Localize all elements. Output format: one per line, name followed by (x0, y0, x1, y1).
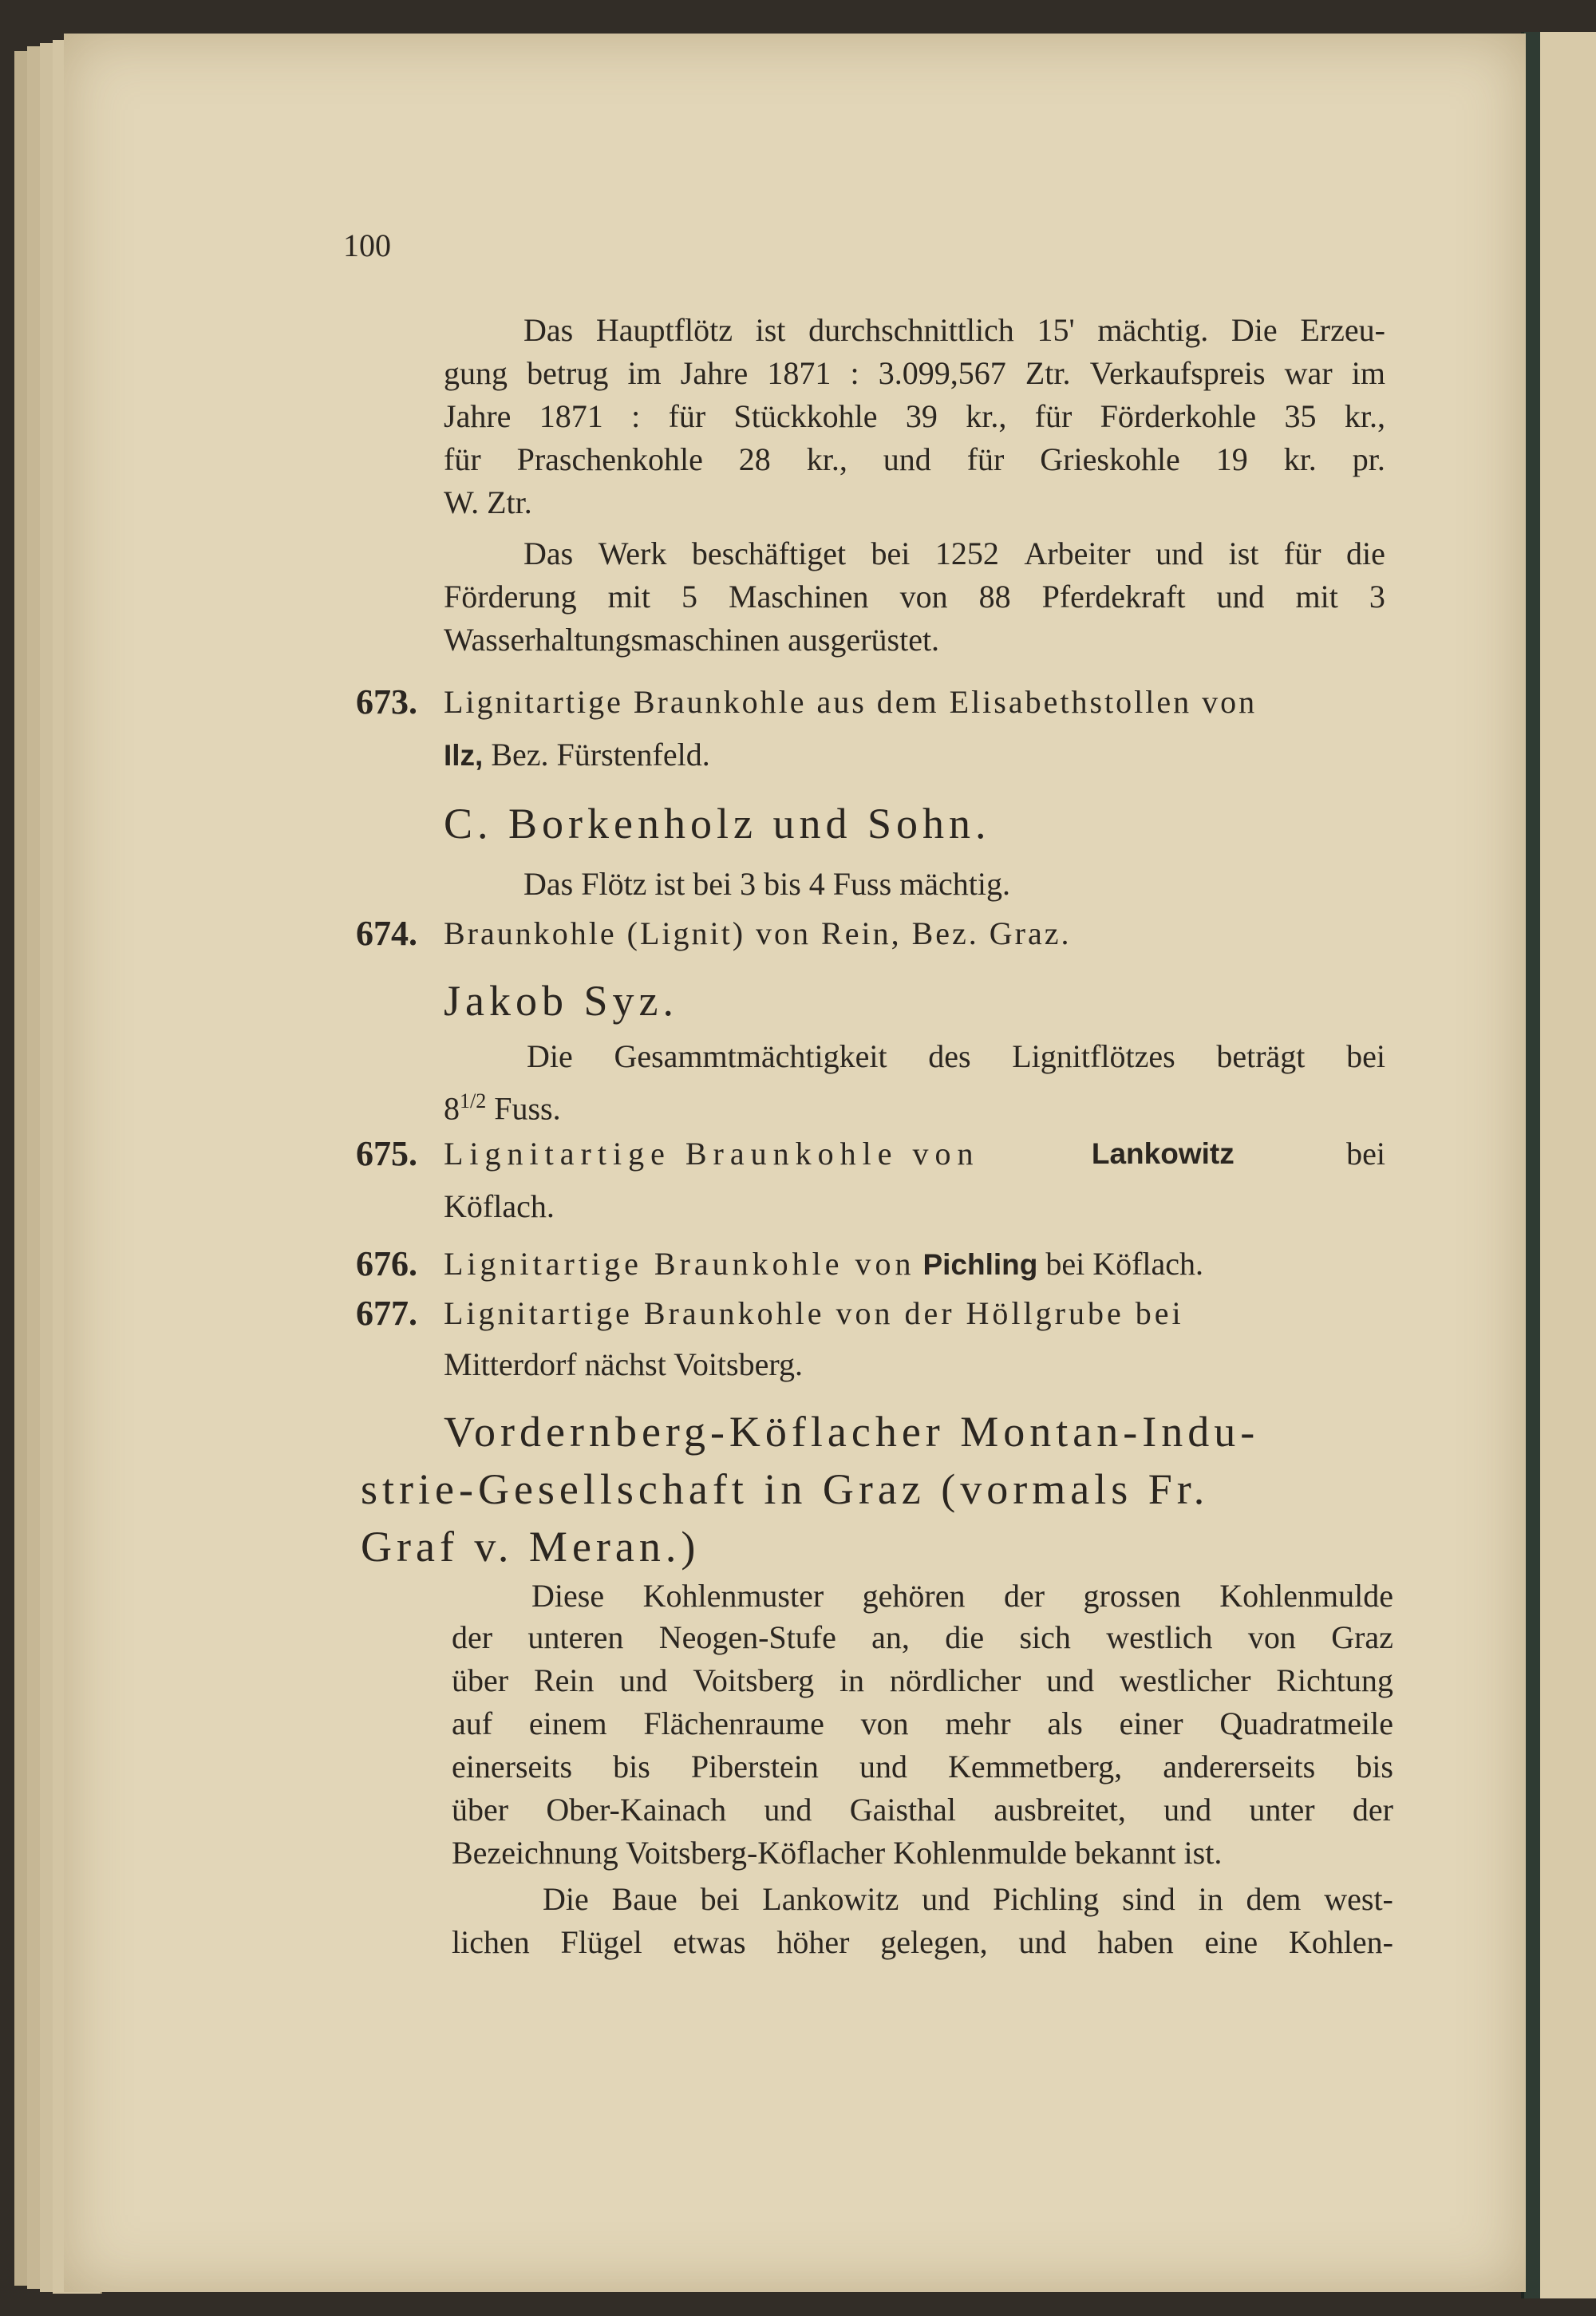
entry-line (444, 736, 710, 775)
entry-number: 676. (356, 1244, 417, 1283)
entry-text: Köflach. (444, 1188, 555, 1224)
paragraph-line: Diese Kohlenmuster gehören der grossen Kohlenmulde (531, 1578, 1393, 1614)
paragraph-line: Die Baue bei Lankowitz und Pichling sind in dem west- (543, 1881, 1393, 1917)
place-name: Lankowitz (1091, 1137, 1235, 1170)
paragraph-line: auf einem Flächenraume von mehr als einer Quadratmeile (452, 1705, 1393, 1741)
measure-fraction: 1/2 (460, 1089, 487, 1113)
paragraph-line: lichen Flügel etwas höher gelegen, und haben eine Kohlen- (452, 1924, 1393, 1960)
entry-line (444, 1135, 1385, 1173)
page-number: 100 (343, 227, 391, 263)
company-heading: C. Borkenholz und Sohn. (444, 800, 991, 848)
entry-number: 677. (356, 1294, 417, 1333)
measure-whole: 8 (444, 1090, 460, 1127)
paragraph-line: Wasserhaltungsmaschinen ausgerüstet. (444, 622, 940, 658)
entry-text: bei Köflach. (1045, 1246, 1204, 1282)
entry-text: Lignitartige Braunkohle aus dem Elisabethstollen von (444, 684, 1258, 720)
paragraph-line: über Rein und Voitsberg in nördlicher und westlicher Richtung (452, 1662, 1393, 1698)
company-heading: Graf v. Meran.) (361, 1523, 701, 1571)
company-heading: Vordernberg-Köflacher Montan-Indu- (444, 1408, 1260, 1456)
paragraph-line: gung betrug im Jahre 1871 : 3.099,567 Ztr. Verkaufspreis war im (444, 355, 1385, 391)
company-note-line2 (444, 1082, 561, 1128)
paragraph-line: Das Hauptflötz ist durchschnittlich 15' mächtig. Die Erzeu- (523, 312, 1385, 348)
place-name: Ilz, (444, 739, 484, 772)
company-note: Die Gesammtmächtigkeit des Lignitflötzes beträgt bei (527, 1038, 1385, 1074)
entry-text: bei (1346, 1136, 1385, 1172)
paragraph-line: Jahre 1871 : für Stückkohle 39 kr., für Förderkohle 35 kr., (444, 398, 1385, 434)
company-heading: strie-Gesellschaft in Graz (vormals Fr. (361, 1465, 1210, 1513)
paragraph-line: Das Werk beschäftiget bei 1252 Arbeiter und ist für die (523, 536, 1385, 571)
paragraph-line: für Praschenkohle 28 kr., und für Grieskohle 19 kr. pr. (444, 441, 1385, 477)
entry-text: Braunkohle (Lignit) von Rein, Bez. Graz. (444, 915, 1072, 951)
entry-text: Mitterdorf nächst Voitsberg. (444, 1346, 803, 1382)
entry-line (444, 1245, 1203, 1284)
entry-text: Lignitartige Braunkohle von der Höllgrube bei (444, 1295, 1184, 1331)
company-note: Das Flötz ist bei 3 bis 4 Fuss mächtig. (523, 866, 1010, 902)
place-name: Pichling (922, 1248, 1038, 1281)
paragraph-line: Förderung mit 5 Maschinen von 88 Pferdekraft und mit 3 (444, 579, 1385, 615)
entry-text: Lignitartige Braunkohle von (444, 1136, 980, 1172)
entry-number: 675. (356, 1134, 417, 1173)
entry-number: 674. (356, 914, 417, 953)
entry-text: Lignitartige Braunkohle von (444, 1246, 915, 1282)
paragraph-line: über Ober-Kainach und Gaisthal ausbreitet, und unter der (452, 1792, 1393, 1828)
paragraph-line: W. Ztr. (444, 484, 532, 520)
entry-text: Bez. Fürstenfeld. (491, 737, 710, 773)
company-heading: Jakob Syz. (444, 977, 678, 1025)
measure-unit: Fuss. (494, 1090, 561, 1127)
paragraph-line: Bezeichnung Voitsberg-Köflacher Kohlenmulde bekannt ist. (452, 1835, 1223, 1871)
paragraph-line: der unteren Neogen-Stufe an, die sich westlich von Graz (452, 1619, 1393, 1655)
paragraph-line: einerseits bis Piberstein und Kemmetberg, andererseits bis (452, 1749, 1393, 1784)
entry-number: 673. (356, 682, 417, 721)
